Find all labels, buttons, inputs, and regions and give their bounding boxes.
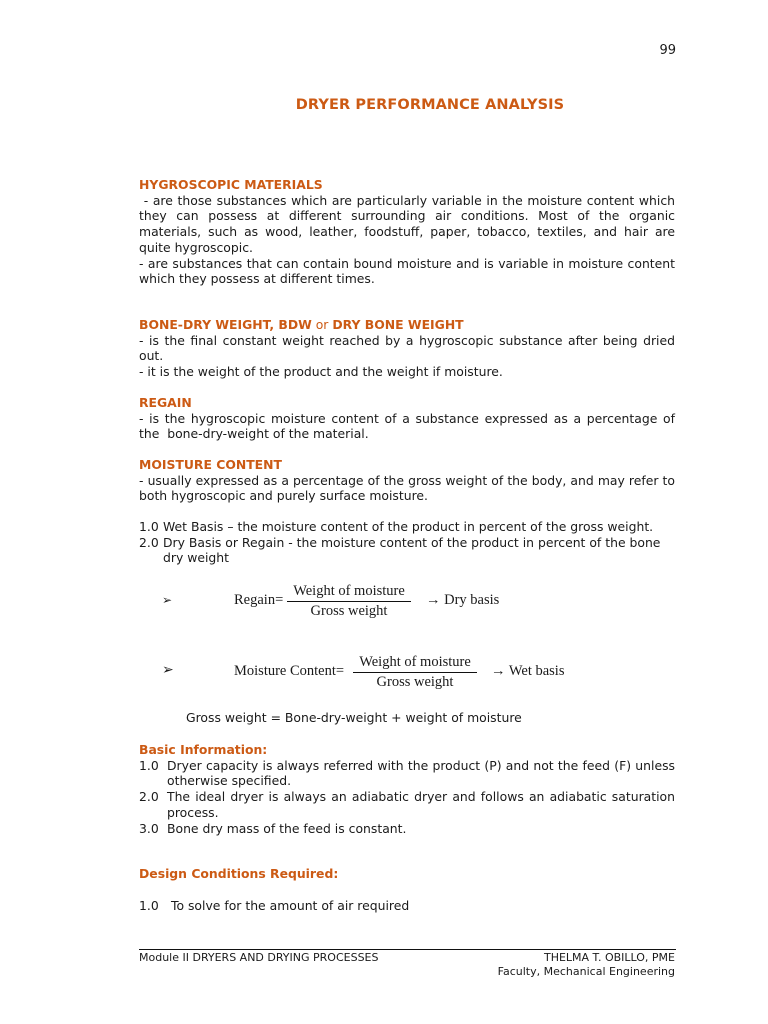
hygroscopic-para-1: - are those substances which are particularly variable in the moisture content which they can possess at different surrounding air conditions. Most of the organic materials, such as wood, leather, foodstuff, paper, tobacco, textiles, and hair are quite hygroscopic. bbox=[139, 192, 679, 255]
list-item-number: 2.0 bbox=[139, 789, 159, 805]
mc-numerator: Weight of moisture bbox=[359, 654, 471, 670]
moisture-content-para-1: - usually expressed as a percentage of the gross weight of the body, and may refer to both hygroscopic and purely surface moisture. bbox=[139, 472, 675, 504]
list-item-number: 1.0 bbox=[139, 519, 159, 534]
list-item-number: 1.0 bbox=[139, 897, 159, 913]
bases-list bbox=[139, 519, 675, 566]
bdw-para-1: - is the final constant weight reached by a hygroscopic substance after being dried out. bbox=[139, 332, 675, 364]
list-item-text: Dryer capacity is always referred with the product (P) and not the feed (F) unless otherwise specified. bbox=[167, 757, 675, 789]
section-bdw bbox=[139, 317, 675, 380]
list-item bbox=[139, 535, 675, 566]
footer-author bbox=[420, 951, 675, 979]
mc-label: Moisture Content= bbox=[234, 663, 345, 679]
bdw-heading bbox=[139, 317, 675, 333]
mc-denominator: Gross weight bbox=[376, 674, 454, 690]
gross-weight-equation: Gross weight = Bone-dry-weight + weight of moisture bbox=[186, 710, 522, 725]
hygroscopic-para-2: - are substances that can contain bound moisture and is variable in moisture content which they possess at different times. bbox=[139, 255, 675, 287]
list-item-text: The ideal dryer is always an adiabatic dryer and follows an adiabatic saturation process. bbox=[167, 789, 675, 820]
bdw-heading-or: or bbox=[311, 317, 333, 332]
regain-fraction bbox=[287, 583, 411, 620]
list-item-text: Bone dry mass of the feed is constant. bbox=[167, 820, 407, 836]
bullet-arrow-icon: ➢ bbox=[162, 662, 174, 678]
list-item-number: 1.0 bbox=[139, 757, 159, 773]
regain-result: → Dry basis bbox=[426, 592, 500, 608]
footer-divider bbox=[139, 949, 676, 950]
footer-author-affiliation: Faculty, Mechanical Engineering bbox=[497, 965, 675, 978]
list-item bbox=[139, 898, 675, 914]
list-item-text: Wet Basis – the moisture content of the product in percent of the gross weight. bbox=[163, 519, 654, 534]
section-design-conditions bbox=[139, 866, 675, 913]
regain-numerator: Weight of moisture bbox=[293, 583, 405, 599]
regain-label: Regain= bbox=[234, 592, 284, 608]
list-item bbox=[139, 758, 675, 789]
list-item-text: To solve for the amount of air required bbox=[171, 897, 410, 913]
list-item bbox=[139, 821, 675, 837]
list-item bbox=[139, 519, 675, 535]
bdw-heading-part-1: BONE-DRY WEIGHT, BDW bbox=[139, 317, 312, 332]
moisture-content-heading: MOISTURE CONTENT bbox=[139, 457, 282, 472]
bdw-para-2: - it is the weight of the product and the weight if moisture. bbox=[139, 364, 503, 380]
list-item-number: 3.0 bbox=[139, 820, 159, 836]
section-hygroscopic bbox=[139, 177, 679, 287]
bullet-arrow-icon: ➢ bbox=[162, 593, 173, 607]
regain-para-1: - is the hygroscopic moisture content of a substance expressed as a percentage of the bone-dry-weight of the material. bbox=[139, 410, 679, 442]
section-regain bbox=[139, 395, 679, 442]
list-item bbox=[139, 789, 675, 820]
list-item-number: 2.0 bbox=[139, 534, 159, 550]
section-basic-information bbox=[139, 742, 675, 836]
footer-module: Module II DRYERS AND DRYING PROCESSES bbox=[139, 951, 379, 964]
design-conditions-heading: Design Conditions Required: bbox=[139, 866, 339, 881]
page-title: DRYER PERFORMANCE ANALYSIS bbox=[295, 97, 565, 113]
list-item-text: Dry Basis or Regain - the moisture content of the product in percent of the bone dry weight bbox=[163, 534, 661, 566]
page-number: 99 bbox=[659, 43, 676, 58]
section-moisture-content bbox=[139, 457, 675, 504]
bdw-heading-part-2: DRY BONE WEIGHT bbox=[332, 317, 464, 332]
regain-denominator: Gross weight bbox=[310, 603, 388, 619]
footer-author-name: THELMA T. OBILLO, PME bbox=[543, 951, 675, 964]
mc-fraction bbox=[353, 654, 477, 691]
regain-heading: REGAIN bbox=[139, 395, 192, 410]
hygroscopic-heading: HYGROSCOPIC MATERIALS bbox=[139, 177, 323, 192]
mc-result: → Wet basis bbox=[491, 663, 565, 679]
basic-information-heading: Basic Information: bbox=[139, 742, 268, 757]
